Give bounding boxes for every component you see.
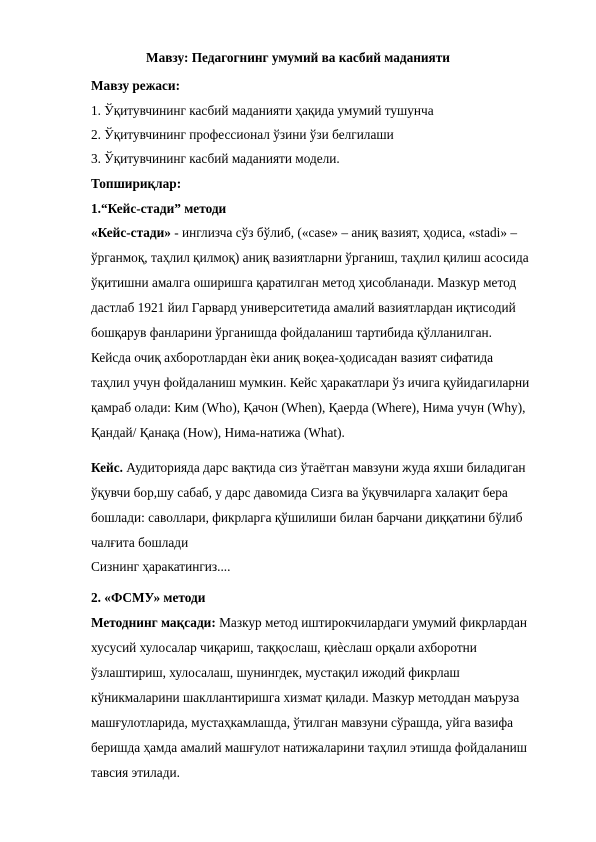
fsmu-paragraph-line: машғулотларида, мустаҳкамлашда, ўтилган мавзуни сўрашда, уйга вазифа [91, 715, 514, 730]
case-method-paragraph-line: бошқарув фанларини ўрганишда фойдаланиш тартибида қўлланилган. [91, 325, 492, 340]
plan-heading: Мавзу режаси: [91, 78, 180, 93]
case-method-paragraph-line: дастлаб 1921 йил Гарвард университетида амалий вазиятлардан иқтисодий [91, 300, 516, 315]
page-title: Мавзу: Педагогнинг умумий ва касбий маданияти [146, 50, 450, 65]
case-method-paragraph-line: ўқитишни амалга оширишга қаратилган метод ҳисобланади. Мазкур метод [91, 275, 517, 290]
fsmu-paragraph-line: кўникмаларини шакллантиришга хизмат қилади. Мазкур методдан маъруза [91, 690, 520, 705]
plan-item: 3. Ўқитувчининг касбий маданияти модели. [91, 151, 340, 166]
case-paragraph-line: бошлади: саволлари, фикрларга қўшилиши билан барчани диққатини бўлиб [91, 510, 523, 525]
fsmu-paragraph-line: ўзлаштириш, хулосалаш, шунингдек, мустақил ижодий фикрлаш [91, 665, 460, 680]
case-text: Аудиторияда дарс вақтида сиз ўтаётган мавзуни жуда яхши биладиган [122, 460, 526, 475]
fsmu-term: Методнинг мақсади: [91, 615, 216, 630]
fsmu-paragraph-line [91, 615, 527, 631]
fsmu-paragraph-line: хусусий хулосалар чиқариш, таққослаш, қиѐслаш орқали ахборотни [91, 640, 477, 655]
case-paragraph-line: Сизнинг ҳаракатингиз.... [91, 559, 231, 574]
fsmu-paragraph-line: тавсия этилади. [91, 765, 180, 780]
plan-item: 2. Ўқитувчининг профессионал ўзини ўзи белгилаши [91, 127, 394, 142]
fsmu-paragraph-line: беришда ҳамда амалий машғулот натижаларини таҳлил этишда фойдаланиш [91, 740, 528, 755]
fsmu-text: Мазкур метод иштирокчилардаги умумий фикрлардан [215, 615, 527, 630]
case-method-paragraph-line: таҳлил учун фойдаланиш мумкин. Кейс ҳаракатлари ўз ичига қуйидагиларни [91, 375, 530, 390]
case-method-text: - инглизча сўз бўлиб, («case» – аниқ вазият, ҳодиса, «stadi» – [170, 225, 517, 240]
case-label: Кейс. [91, 460, 123, 475]
case-paragraph-line [91, 460, 526, 476]
case-method-term: «Кейс-стади» [91, 225, 171, 240]
case-method-paragraph-line [91, 225, 517, 241]
fsmu-method-heading: 2. «ФСМУ» методи [91, 590, 206, 605]
case-paragraph-line: ўқувчи бор,шу сабаб, у дарс давомида Сизга ва ўқувчиларга халақит бера [91, 485, 508, 500]
tasks-heading: Топшириқлар: [91, 176, 182, 191]
case-method-paragraph-line: Қандай/ Қанақа (How), Нима-натижа (What). [91, 425, 345, 440]
case-method-heading: 1.“Кейс-стади” методи [91, 201, 227, 216]
case-method-paragraph-line: Кейсда очиқ ахборотлардан ѐки аниқ воқеа-ҳодисадан вазият сифатида [91, 350, 494, 365]
plan-item: 1. Ўқитувчининг касбий маданияти ҳақида умумий тушунча [91, 103, 434, 118]
case-paragraph-line: чалғита бошлади [91, 535, 189, 550]
case-method-paragraph-line: ўрганмоқ, таҳлил қилмоқ) аниқ вазиятларни ўрганиш, таҳлил қилиш асосида [91, 250, 529, 265]
case-method-paragraph-line: қамраб олади: Ким (Who), Қачон (When), Қаерда (Where), Нима учун (Why), [91, 400, 526, 415]
